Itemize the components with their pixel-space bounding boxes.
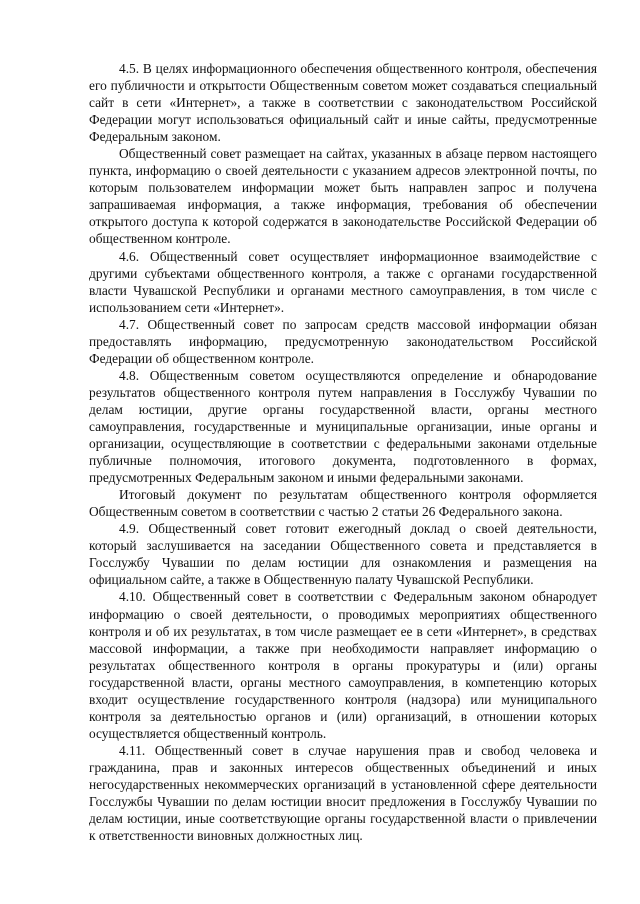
paragraph-4-6: 4.6. Общественный совет осуществляет информационное взаимодействие с другими субъектами общественного контроля, а также с органами государственной власти Чувашской Республики и органами местного самоуправления, в том числе с использованием сети «Интернет». — [89, 248, 597, 315]
paragraph-4-9: 4.9. Общественный совет готовит ежегодный доклад о своей деятельности, который заслушивается на заседании Общественного совета и представляется в Госслужбу Чувашии по делам юстиции для ознакомления и размещения на официальном сайте, а также в Общественную палату Чувашской Республики. — [89, 521, 597, 588]
paragraph-4-8-final-document: Итоговый документ по результатам общественного контроля оформляется Общественным советом в соответствии с частью 2 статьи 26 Федерального закона. — [89, 487, 597, 520]
document-page — [89, 60, 597, 844]
paragraph-4-5-website-info: Общественный совет размещает на сайтах, указанных в абзаце первом настоящего пункта, информацию о своей деятельности с указанием адресов электронной почты, по которым пользователем информации может быть направлен запрос и получена запрашиваемая информация, а также информация, требования об обеспечении открытого доступа к которой содержатся в законодательстве Российской Федерации об общественном контроле. — [89, 146, 597, 247]
paragraph-4-8: 4.8. Общественным советом осуществляются определение и обнародование результатов общественного контроля путем направления в Госслужбу Чувашии по делам юстиции, другие органы государственной власти, органы местного самоуправления, государственные и муниципальные организации, иные органы и организации, осуществляющие в соответствии с федеральными законами отдельные публичные полномочия, итогового документа, подготовленного в формах, предусмотренных Федеральным законом и иными федеральными законами. — [89, 367, 597, 486]
paragraph-4-5: 4.5. В целях информационного обеспечения общественного контроля, обеспечения его публичности и открытости Общественным советом может создаваться специальный сайт в сети «Интернет», а также в соответствии с законодательством Российской Федерации могут использоваться официальный сайт и иные сайты, предусмотренные Федеральным законом. — [89, 61, 597, 145]
paragraph-4-7: 4.7. Общественный совет по запросам средств массовой информации обязан предоставлять информацию, предусмотренную законодательством Российской Федерации об общественном контроле. — [89, 316, 597, 366]
paragraph-4-10: 4.10. Общественный совет в соответствии с Федеральным законом обнародует информацию о своей деятельности, о проводимых мероприятиях общественного контроля и об их результатах, в том числе размещает ее в сети «Интернет», в средствах массовой информации, а также при необходимости направляет информацию о результатах общественного контроля в органы прокуратуры и (или) органы государственной власти, органы местного самоуправления, в компетенцию которых входит осуществление государственного контроля (надзора) или муниципального контроля за деятельностью органов и (или) организаций, в отношении которых осуществляется общественный контроль. — [89, 589, 597, 741]
paragraph-4-11: 4.11. Общественный совет в случае нарушения прав и свобод человека и гражданина, прав и законных интересов общественных объединений и иных негосударственных некоммерческих организаций в установленной сфере деятельности Госслужбы Чувашии по делам юстиции вносит предложения в Госслужбу Чувашии по делам юстиции, иные соответствующие органы государственной власти о привлечении к ответственности виновных должностных лиц. — [89, 742, 597, 844]
